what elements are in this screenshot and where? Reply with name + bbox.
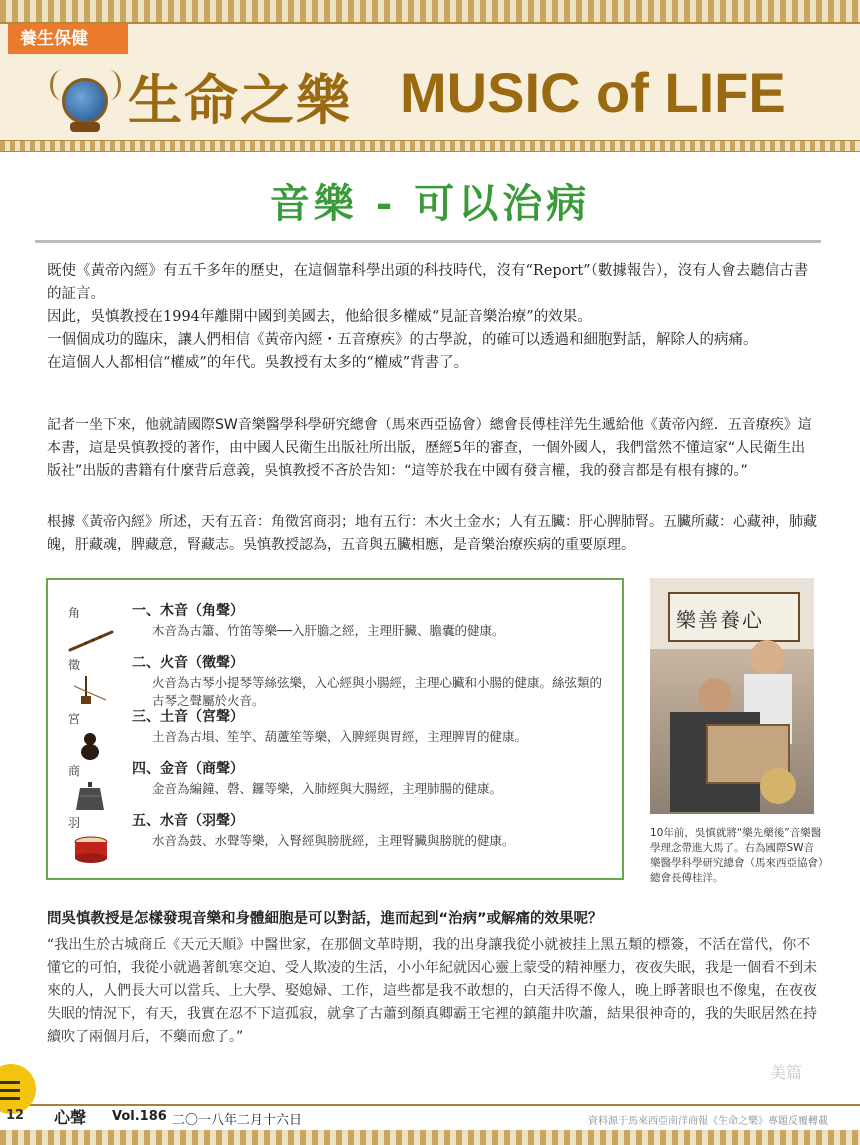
tone-description: 水音為鼓、水聲等樂，入腎經與膀胱經，主理腎臟與膀胱的健康。 <box>152 833 515 848</box>
bottom-ornament-border <box>0 1130 860 1145</box>
banner-ornament-border <box>0 140 860 152</box>
intro-line: 一個個成功的臨床，讓人們相信《黃帝內經・五音療疾》的古學說，的確可以透過和細胞對話，解除人的病痛。 <box>47 332 758 348</box>
interview-question: 問吳慎教授是怎樣發現音樂和身體細胞是可以對話，進而起到“治病”或解痛的效果呢？ <box>47 911 603 927</box>
paragraph-text: 記者一坐下來，他就請國際SW音樂醫學科學研究總會（馬來西亞協會）總會長傅桂洋先生遞給他《黃帝內經．五音療疾》這本書，這是吳慎教授的著作，由中國人民衛生出版社所出版，歷經5年的審查，一個外國人，我們當然不懂這家“人民衛生出版社”出版的書籍有什麼背后意義，吳慎教授不吝於告知：“這等於我在中國有發言權，我的發言都是有根有據的。” <box>47 417 812 479</box>
tone-heading: 一、木音（角聲） <box>132 603 244 619</box>
tone-heading: 三、土音（宮聲） <box>132 709 244 725</box>
tone-description: 金音為編鐘、磬、鑼等樂，入肺經與大腸經，主理肺腸的健康。 <box>152 781 503 796</box>
globe-icon <box>62 78 108 124</box>
tone-description: 火音為古琴小提琴等絲弦樂，入心經與小腸經，主理心臟和小腸的健康。絲弦類的古琴之聲屬於火音。 <box>152 675 603 708</box>
issue-date: 二〇一八年二月十六日 <box>172 1113 303 1128</box>
tone-item-wood <box>48 600 622 658</box>
five-tones-box <box>46 578 624 880</box>
drum-icon <box>66 832 116 864</box>
bell-icon <box>66 780 116 812</box>
globe-stand <box>70 122 100 132</box>
banner-title-en: MUSIC of LIFE <box>400 61 786 124</box>
tone-description: 木音為古簫、竹笛等樂──入肝膽之經，主理肝臟、膽囊的健康。 <box>152 623 505 638</box>
tone-char: 宮 <box>68 712 81 726</box>
article-photo <box>650 578 814 814</box>
magazine-name: 心聲 <box>54 1108 87 1127</box>
volume-number: Vol.186 <box>112 1109 167 1124</box>
body-paragraph <box>47 511 819 557</box>
page-number: 12 <box>6 1108 25 1123</box>
tone-char: 羽 <box>68 816 81 830</box>
tone-heading: 五、水音（羽聲） <box>132 813 244 829</box>
intro-line: 既使《黃帝內經》有五千多年的歷史，在這個靠科學出頭的科技時代，沒有“Report”（數據報告），沒有人會去聽信古書的証言。 <box>47 263 809 302</box>
tone-item-fire <box>48 652 622 710</box>
photo-caption: 10年前，吳慎就將“樂先藥後”音樂醫學理念帶進大馬了。右為國際SW音樂醫學科學研究總會（馬來西亞協會）總會長傅桂洋。 <box>650 827 824 884</box>
tone-char: 商 <box>68 764 81 778</box>
photo-calligraphy: 樂善養心 <box>676 608 764 632</box>
menu-icon[interactable] <box>0 1076 20 1102</box>
body-paragraph <box>47 414 819 483</box>
paragraph-text: 根據《黃帝內經》所述，天有五音：角徵宮商羽；地有五行：木火土金水；人有五臟：肝心脾肺腎。五臟所藏：心藏神，肺藏魄，肝藏魂，脾藏意，腎藏志。吳慎教授認為，五音與五臟相應，是音樂治療疾病的重要原理。 <box>47 514 817 553</box>
source-note: 資料源于馬來西亞南洋商報《生命之樂》專題反覆轉載 <box>588 1116 828 1127</box>
erhu-icon <box>66 674 116 706</box>
tone-heading: 四、金音（商聲） <box>132 761 244 777</box>
top-ornament-border <box>0 0 860 24</box>
title-divider <box>35 240 821 243</box>
article-title: 音樂 - 可以治病 <box>269 180 591 227</box>
category-tag: 養生保健 <box>8 24 128 54</box>
tone-heading: 二、火音（徵聲） <box>132 655 244 671</box>
banner-title-cn: 生命之樂 <box>128 68 352 132</box>
intro-line: 在這個人人都相信“權威”的年代。吳教授有太多的“權威”背書了。 <box>47 355 469 371</box>
tone-description: 土音為古塤、笙竽、葫蘆笙等樂，入脾經與胃經，主理脾胃的健康。 <box>152 729 528 744</box>
flute-icon <box>66 622 116 654</box>
tone-item-earth <box>48 706 622 764</box>
intro-block <box>47 260 817 375</box>
interview-answer: “我出生於古城商丘《天元天順》中醫世家，在那個文革時期，我的出身讓我從小就被挂上黑五類的標簽，不活在當代，你不懂它的可怕，我從小就過著飢寒交迫、受人欺凌的生活，小小年紀就因心靈上蒙受的精神壓力，夜夜失眠，我是一個看不到未來的人，人們長大可以當兵、上大學、娶媳婦、工作，這些都是我不敢想的，白天活得不像人，晚上睜著眼也不像鬼，在夜夜失眠的情況下，有天，我實在忍不下這孤寂，就拿了古蕭到顏真卿霸王宅裡的鎮龍井吹蕭，結果很神奇的，我的失眠居然在持續吹了兩個月后，不藥而愈了。” <box>47 937 817 1045</box>
tone-item-metal <box>48 758 622 816</box>
intro-line: 因此，吳慎教授在1994年離開中國到美國去，他給很多權威“見証音樂治療”的效果。 <box>47 309 592 325</box>
watermark-logo: 美篇 <box>770 1063 803 1082</box>
tone-char: 角 <box>68 606 81 620</box>
tone-item-water <box>48 810 622 868</box>
footer-divider <box>0 1104 860 1106</box>
gourd-sheng-icon <box>66 728 116 760</box>
tone-char: 徵 <box>68 658 81 672</box>
